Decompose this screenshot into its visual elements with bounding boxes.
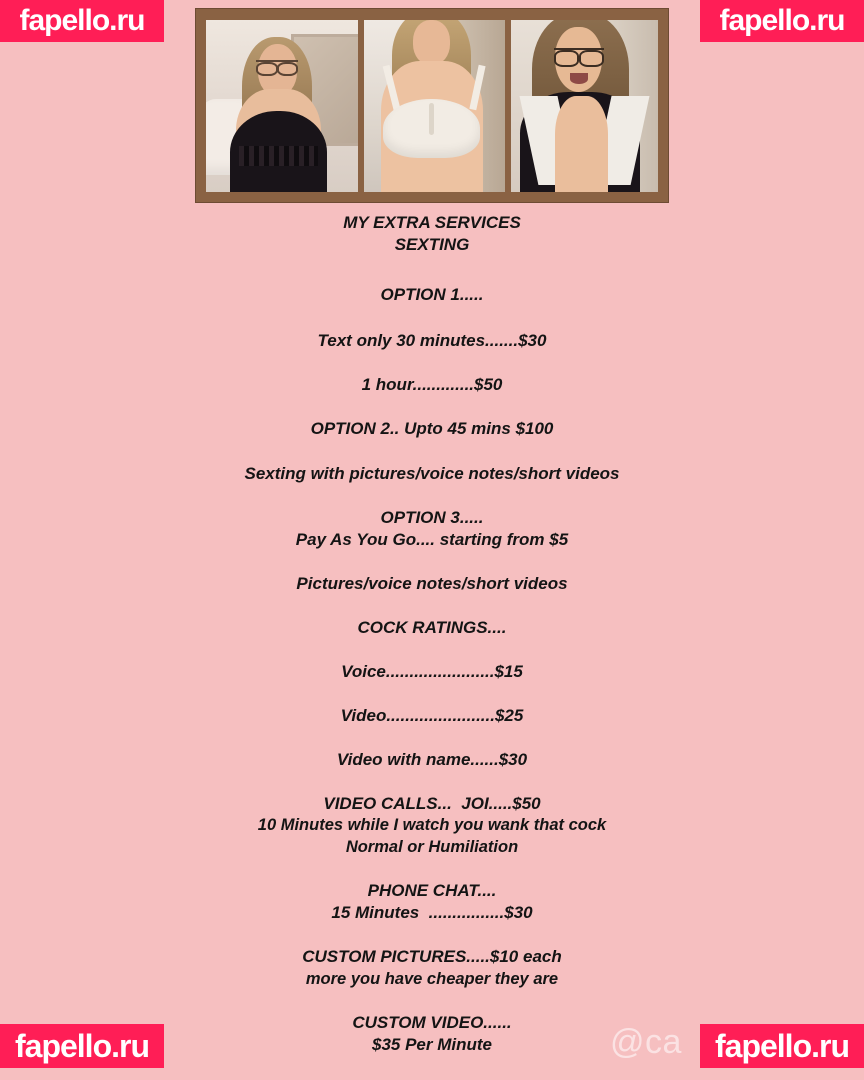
menu-item-voice-rating: Voice.......................$15: [341, 662, 523, 682]
banner-photo-1: [206, 20, 358, 192]
watermark-bottom-right: fapello.ru: [700, 1024, 864, 1068]
menu-item-pay-as-you-go: Pay As You Go.... starting from $5: [295, 529, 569, 549]
menu-item-pictures-voice-video: Pictures/voice notes/short videos: [296, 573, 568, 593]
menu-item-option-2: OPTION 2.. Upto 45 mins $100: [310, 419, 554, 439]
banner-photo-3: [511, 20, 658, 192]
menu-item-video-with-name: Video with name......$30: [336, 750, 528, 770]
menu-title-line-1: MY EXTRA SERVICES: [343, 213, 521, 232]
menu-item-custom-video: CUSTOM VIDEO......: [352, 1013, 512, 1032]
menu-title-line-2: SEXTING: [394, 235, 470, 255]
menu-item-phone-chat-detail: 15 Minutes ................$30: [331, 903, 533, 923]
watermark-top-right: fapello.ru: [700, 0, 864, 42]
menu-item-phone-chat: PHONE CHAT....: [367, 881, 497, 901]
handle-watermark: @ca: [610, 1023, 682, 1061]
menu-item-custom-pictures: CUSTOM PICTURES.....$10 each: [302, 947, 562, 967]
menu-item-1-hour: 1 hour.............$50: [361, 375, 503, 395]
menu-item-video-rating: Video.......................$25: [340, 706, 524, 726]
menu-item-text-30-min: Text only 30 minutes.......$30: [317, 331, 547, 351]
watermark-top-left: fapello.ru: [0, 0, 164, 42]
menu-item-custom-video-rate: $35 Per Minute: [372, 1035, 492, 1055]
menu-item-video-calls-detail: 10 Minutes while I watch you wank that cock: [257, 816, 607, 835]
menu-item-sexting-extras: Sexting with pictures/voice notes/short videos: [244, 463, 620, 483]
menu-title: [0, 212, 864, 256]
menu-item-video-calls-style: Normal or Humiliation: [345, 837, 519, 856]
menu-item-custom-pictures-detail: more you have cheaper they are: [305, 969, 559, 988]
menu-item-video-calls: VIDEO CALLS... JOI.....$50: [323, 794, 541, 814]
menu-item-option-1: OPTION 1.....: [380, 285, 484, 305]
photo-banner: [195, 8, 669, 203]
watermark-bottom-left: fapello.ru: [0, 1024, 164, 1068]
banner-photo-2: [364, 20, 506, 192]
menu-item-cock-ratings: COCK RATINGS....: [357, 617, 507, 637]
services-menu: [0, 212, 864, 1056]
menu-item-option-3: OPTION 3.....: [380, 507, 484, 527]
